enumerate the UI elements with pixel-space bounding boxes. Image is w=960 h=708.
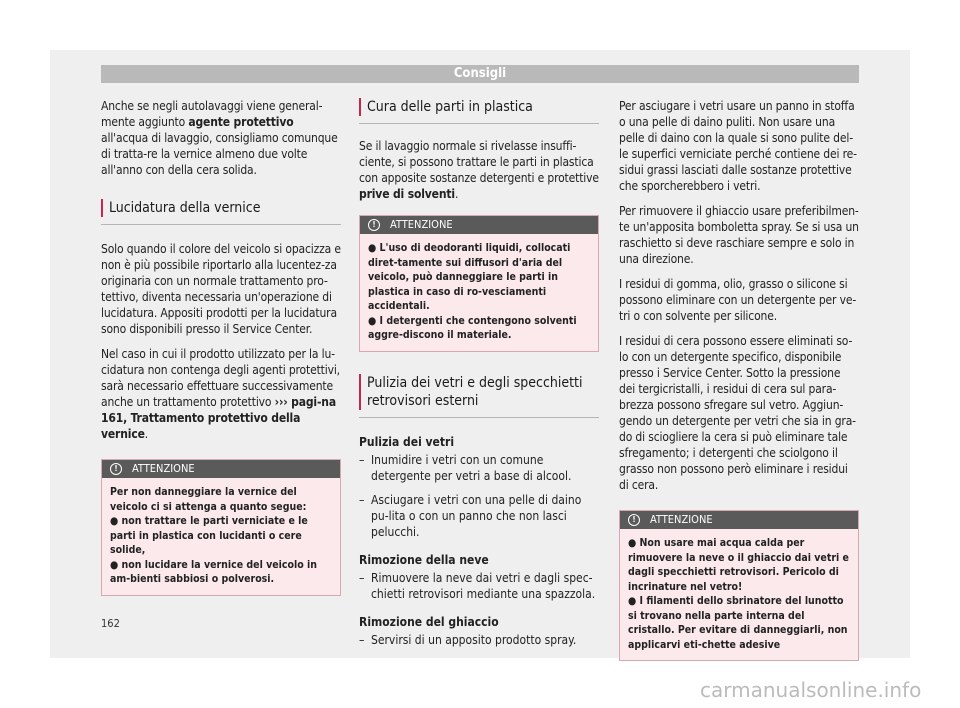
section-title-glass-cleaning: Pulizia dei vetri e degli specchietti retrovisori esterni [359, 374, 599, 418]
warning-body [360, 234, 598, 351]
warning-header: ! ATTENZIONE [360, 216, 598, 234]
list-item: – Inumidire i vetri con un comune detergente per vetri a base di alcool. [359, 452, 599, 484]
warning-intro: Per non danneggiare la vernice del veicolo ci si attenga a quanto segue: [110, 486, 307, 513]
glass-paragraph-4: I residui di cera possono essere eliminati so-lo con un detergente specifico, disponibile presso i Service Center. Sotto la pressione dei tergicristalli, i residui di cera sul para-brezza possono sfregare sul vetro. Aggiun-gendo un detergente per vetri che sia in gra-do di sciogliere la cera si può eliminare tale sfregamento; i detergenti che sciolgono il grasso non possono però eliminare i residui di cera. [619, 334, 856, 492]
page-header: Consigli [101, 65, 859, 83]
polishing-paragraph-1: Solo quando il colore del veicolo si opacizza e non è più possibile riportarlo alla lucentez-za originaria con un normale trattamento pro-tettivo, diventa necessaria un'operazione di lucidatura. Appositi prodotti per la lucidatura sono disponibili presso il Service Center. [101, 242, 341, 336]
glass-paragraph-3: I residui di gomma, olio, grasso o silicone si possono eliminare con un detergente per ve-tri o con solvente per silicone. [619, 277, 857, 323]
warning-box-plastic [359, 215, 599, 352]
glass-paragraph-2: Per rimuovere il ghiaccio usare preferibilmen-te un'apposita bomboletta spray. Se si usa un raschietto si deve raschiare sempre e solo in una direzione. [619, 204, 859, 266]
list-item: – Asciugare i vetri con una pelle di daino pu-lita o con un panno che non lasci pelucchi. [359, 492, 599, 540]
column-2 [359, 98, 599, 656]
warning-header: ! ATTENZIONE [620, 511, 858, 529]
warning-box-glass [619, 510, 859, 661]
intro-paragraph: Anche se negli autolavaggi viene general-mente aggiunto agente protettivo all'acqua di lavaggio, consigliamo comunque di tratta-re la vernice almeno due volte all'anno con della cera solida. [101, 99, 338, 177]
column-1 [101, 98, 341, 596]
warning-item: ● L'uso di deodoranti liquidi, collocati diret-tamente sui diffusori d'aria del veicolo, può danneggiare le parti in plastica in caso di ro-vesciamenti accidentali. [368, 242, 571, 312]
warning-item: ● non lucidare la vernice del veicolo in am-bienti sabbiosi o polverosi. [110, 558, 317, 585]
warning-item: ● I filamenti dello sbrinatore del lunotto si trovano nella parte interna del cristallo. Per evitare di danneggiarli, non applicarvi eti-chette adesive [628, 595, 848, 651]
subheading-glass-cleaning: Pulizia dei vetri [359, 434, 455, 449]
warning-icon: ! [110, 463, 122, 475]
warning-header: ! ATTENZIONE [102, 460, 340, 478]
warning-icon: ! [628, 514, 640, 526]
warning-item: ● I detergenti che contengono solventi aggre-discono il materiale. [368, 314, 577, 341]
section-title-paint-polishing: Lucidatura della vernice [101, 199, 341, 225]
warning-box-paint [101, 459, 341, 596]
warning-icon: ! [368, 219, 380, 231]
page-reference-link[interactable]: ››› pagi-na 161, Trattamento protettivo della vernice [101, 395, 336, 441]
column-3 [619, 98, 859, 661]
plastic-care-paragraph: Se il lavaggio normale si rivelasse insuffi-ciente, si possono trattare le parti in plastica con apposite sostanze detergenti e protettive prive di solventi. [359, 139, 599, 201]
section-title-plastic-care: Cura delle parti in plastica [359, 98, 599, 124]
subheading-ice-removal: Rimozione del ghiaccio [359, 614, 499, 629]
watermark: carmanualsonline.info [700, 678, 922, 702]
glass-paragraph-1: Per asciugare i vetri usare un panno in stoffa o una pelle di daino puliti. Non usare una pelle di daino con la quale si sono pulite del-le superfici verniciate perché contiene dei re-sidui grassi lasciati dalle sostanze protettive che sporcherebbero i vetri. [619, 99, 857, 193]
warning-body [102, 478, 340, 595]
subheading-snow-removal: Rimozione della neve [359, 552, 489, 567]
list-item: – Servirsi di un apposito prodotto spray. [359, 632, 599, 648]
warning-item: ● non trattare le parti verniciate e le parti in plastica con lucidanti o cere solide, [110, 515, 308, 556]
warning-item: ● Non usare mai acqua calda per rimuovere la neve o il ghiaccio dai vetri e dagli specchietti retrovisori. Pericolo di incrinature nel vetro! [628, 537, 849, 593]
page-number: 162 [101, 617, 120, 630]
list-item: – Rimuovere la neve dai vetri e dagli spec-chietti retrovisori mediante una spazzola. [359, 570, 599, 602]
warning-body [620, 529, 858, 660]
polishing-paragraph-2: Nel caso in cui il prodotto utilizzato per la lu-cidatura non contenga degli agenti protettivi, sarà necessario effettuare successivamente anche un trattamento protettivo ››› pagi-na 161, Trattamento protettivo della vernice. [101, 347, 340, 441]
